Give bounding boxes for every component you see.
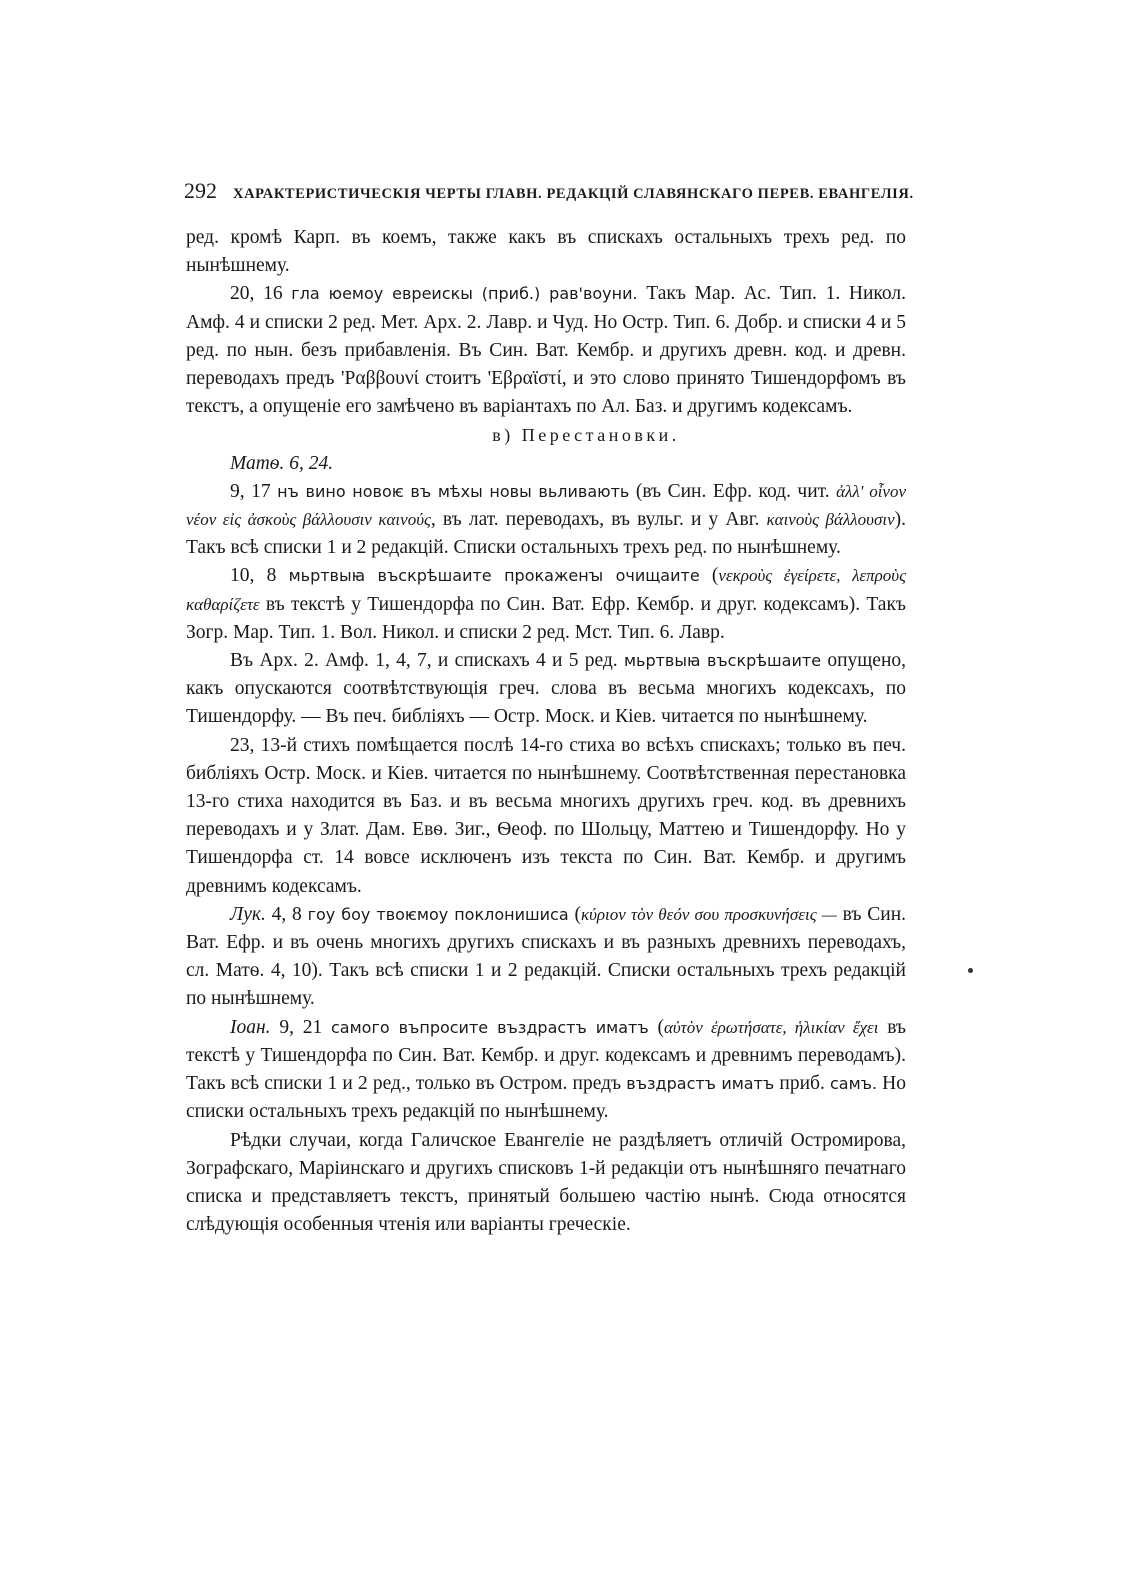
paragraph-text: Въ Арх. 2. Амф. 1, 4, 7, и спискахъ 4 и 5 ред.: [230, 650, 624, 672]
greek-quote: καινοὺς βάλλουσιν: [766, 510, 895, 530]
paragraph-text: въ текстѣ у Тишендорфа по Син. Ват. Кембр. и друг. кодексамъ и древнимъ переводамъ). Такъ всѣ списки 1 и 2 ред., только въ Остром. предъ: [186, 1016, 906, 1095]
slavonic-quote: мьртвыꙗ въскрѣшаите: [623, 651, 822, 671]
paragraph-conclusion: Рѣдки случаи, когда Галичское Евангеліе не раздѣляетъ отличій Остромирова, Зографскаго, Маріинскаго и другихъ списковъ 1-й редакціи отъ нынѣшняго печатнаго списка и представляетъ текстъ, принятый большею частію нынѣ. Сюда относятся слѣдующія особенныя чтенія или варіанты греческіе.: [186, 1129, 906, 1236]
paragraph-text: (въ Син. Ефр. код. чит.: [629, 480, 837, 502]
paragraph-23-13: 23, 13-й стихъ помѣщается послѣ 14-го стиха во всѣхъ спискахъ; только въ печ. библіяхъ Остр. Моск. и Кіев. читается по нынѣшнему. Соотвѣтственная перестановка 13-го стиха находится въ Баз. и въ весьма многихъ другихъ греч. код. въ древнихъ переводахъ и у Злат. Дам. Евѳ. Зиг., Ѳеоф. по Шольцу, Маттею и Тишендорфу. Но у Тишендорфа ст. 14 вовсе исключенъ изъ текста по Син. Ват. Кембр. и другимъ древнимъ кодексамъ.: [186, 734, 906, 897]
page-number: 292: [184, 178, 217, 203]
greek-quote: ἀλλ' οἶνον νέον εἰς ἀσκοὺς βάλλουσιν καινούς: [186, 481, 907, 530]
paragraph-text: , въ лат. переводахъ, въ вульг. и у Авг.: [430, 509, 767, 531]
slavonic-quote: мьртвыꙗ въскрѣшаите прокаженꙑ очищаите: [288, 566, 700, 586]
running-title: ХАРАКТЕРИСТИЧЕСКІЯ ЧЕРТЫ ГЛАВН. РЕДАКЦІЙ СЛАВЯНСКАГО ПЕРЕВ. ЕВАНГЕЛІЯ.: [233, 186, 914, 202]
paragraph-text: ). Такъ всѣ списки 1 и 2 редакцій. Списки остальныхъ трехъ ред. по нынѣшнему.: [186, 509, 906, 559]
paragraph-text: приб.: [774, 1073, 830, 1095]
paragraph-text: въ текстѣ у Тишендорфа по Син. Ват. Ефр. Кембр. и друг. кодексамъ). Такъ Зогр. Мар. Тип. 1. Вол. Никол. и списки 2 ред. Мст. Тип. 6. Лавр.: [186, 593, 906, 643]
paragraph-john-20-16: [186, 280, 906, 421]
paragraph-text: (: [648, 1016, 664, 1038]
paragraph-text: въ Син. Ват. Ефр. и въ очень многихъ другихъ спискахъ и въ разныхъ древнихъ переводахъ, сл. Матѳ. 4, 10). Такъ всѣ списки 1 и 2 редакцій. Списки остальныхъ трехъ редакцій по нынѣшнему.: [186, 903, 907, 1010]
paragraph-continuation: ред. кромѣ Карп. въ коемъ, также какъ въ спискахъ остальныхъ трехъ ред. по нынѣшнему.: [186, 227, 906, 277]
paragraph-text: (: [568, 903, 581, 925]
verse-ref: 9, 21: [270, 1016, 331, 1038]
gospel-reference: Матѳ. 6, 24.: [230, 452, 334, 474]
subsection-heading: [186, 421, 906, 449]
page-body: [186, 224, 906, 1239]
paragraph-10-8: [186, 562, 906, 647]
paragraph-text: опущено, какъ опускаются соотвѣтствующія греч. слова въ весьма многихъ кодексахъ, по Тишендорфу. — Въ печ. библіяхъ — Остр. Моск. и Кіев. читается по нынѣшнему.: [186, 650, 907, 728]
page-header: [184, 178, 924, 204]
paragraph-9-17: [186, 478, 906, 563]
subsection-heading-text: в) Перестановки.: [492, 425, 680, 446]
greek-quote: κύριον τὸν θεόν σου προσκυνήσεις —: [580, 904, 837, 924]
print-speck: [968, 968, 973, 973]
slavonic-quote: въздрастъ иматъ: [626, 1074, 775, 1094]
paragraph-john-9-21: [186, 1014, 906, 1127]
greek-quote: νεκροὺς ἐγείρετε, λεπροὺς καθαρίζετε: [186, 566, 907, 614]
verse-ref: 4, 8: [265, 903, 308, 925]
greek-quote: αὐτὸν ἐρωτήσατε, ἡλικίαν ἔχει: [663, 1017, 879, 1037]
gospel-reference: Лук.: [230, 903, 266, 925]
slavonic-quote: самъ.: [829, 1074, 878, 1094]
verse-ref: 9, 17: [230, 480, 278, 502]
paragraph-omissions: [186, 647, 906, 732]
verse-ref: 20, 16: [230, 283, 292, 305]
slavonic-quote: гла юемоу евреискы (приб.) рав'воуни.: [291, 284, 638, 304]
paragraph-text: (: [699, 565, 719, 587]
paragraph-text: Такъ Мар. Ас. Тип. 1. Никол. Амф. 4 и списки 2 ред. Мет. Арх. 2. Лавр. и Чуд. Но Остр. Тип. 6. Добр. и списки 4 и 5 ред. по нын. безъ прибавленія. Въ Син. Ват. Кембр. и другихъ древн. код. и древн. переводахъ предъ 'Ραββουνί стоитъ 'Εβραϊστί, и это слово принято Тишендорфомъ въ текстъ, а опущеніе его замѣчено въ варіантахъ по Ал. Баз. и другимъ кодексамъ.: [186, 283, 907, 418]
paragraph-text: Но списки остальныхъ трехъ редакцій по нынѣшнему.: [186, 1073, 907, 1123]
slavonic-quote: самого въпросите въздрастъ иматъ: [330, 1017, 649, 1037]
verse-ref: 10, 8: [230, 565, 289, 587]
slavonic-quote: гоу боу твоѥмоу поклонишиса: [307, 904, 569, 924]
slavonic-quote: нъ вино новоѥ въ мѣхы новы вьливають: [277, 481, 630, 501]
gospel-reference: Іоан.: [230, 1016, 271, 1038]
paragraph-luke-4-8: [186, 901, 906, 1014]
